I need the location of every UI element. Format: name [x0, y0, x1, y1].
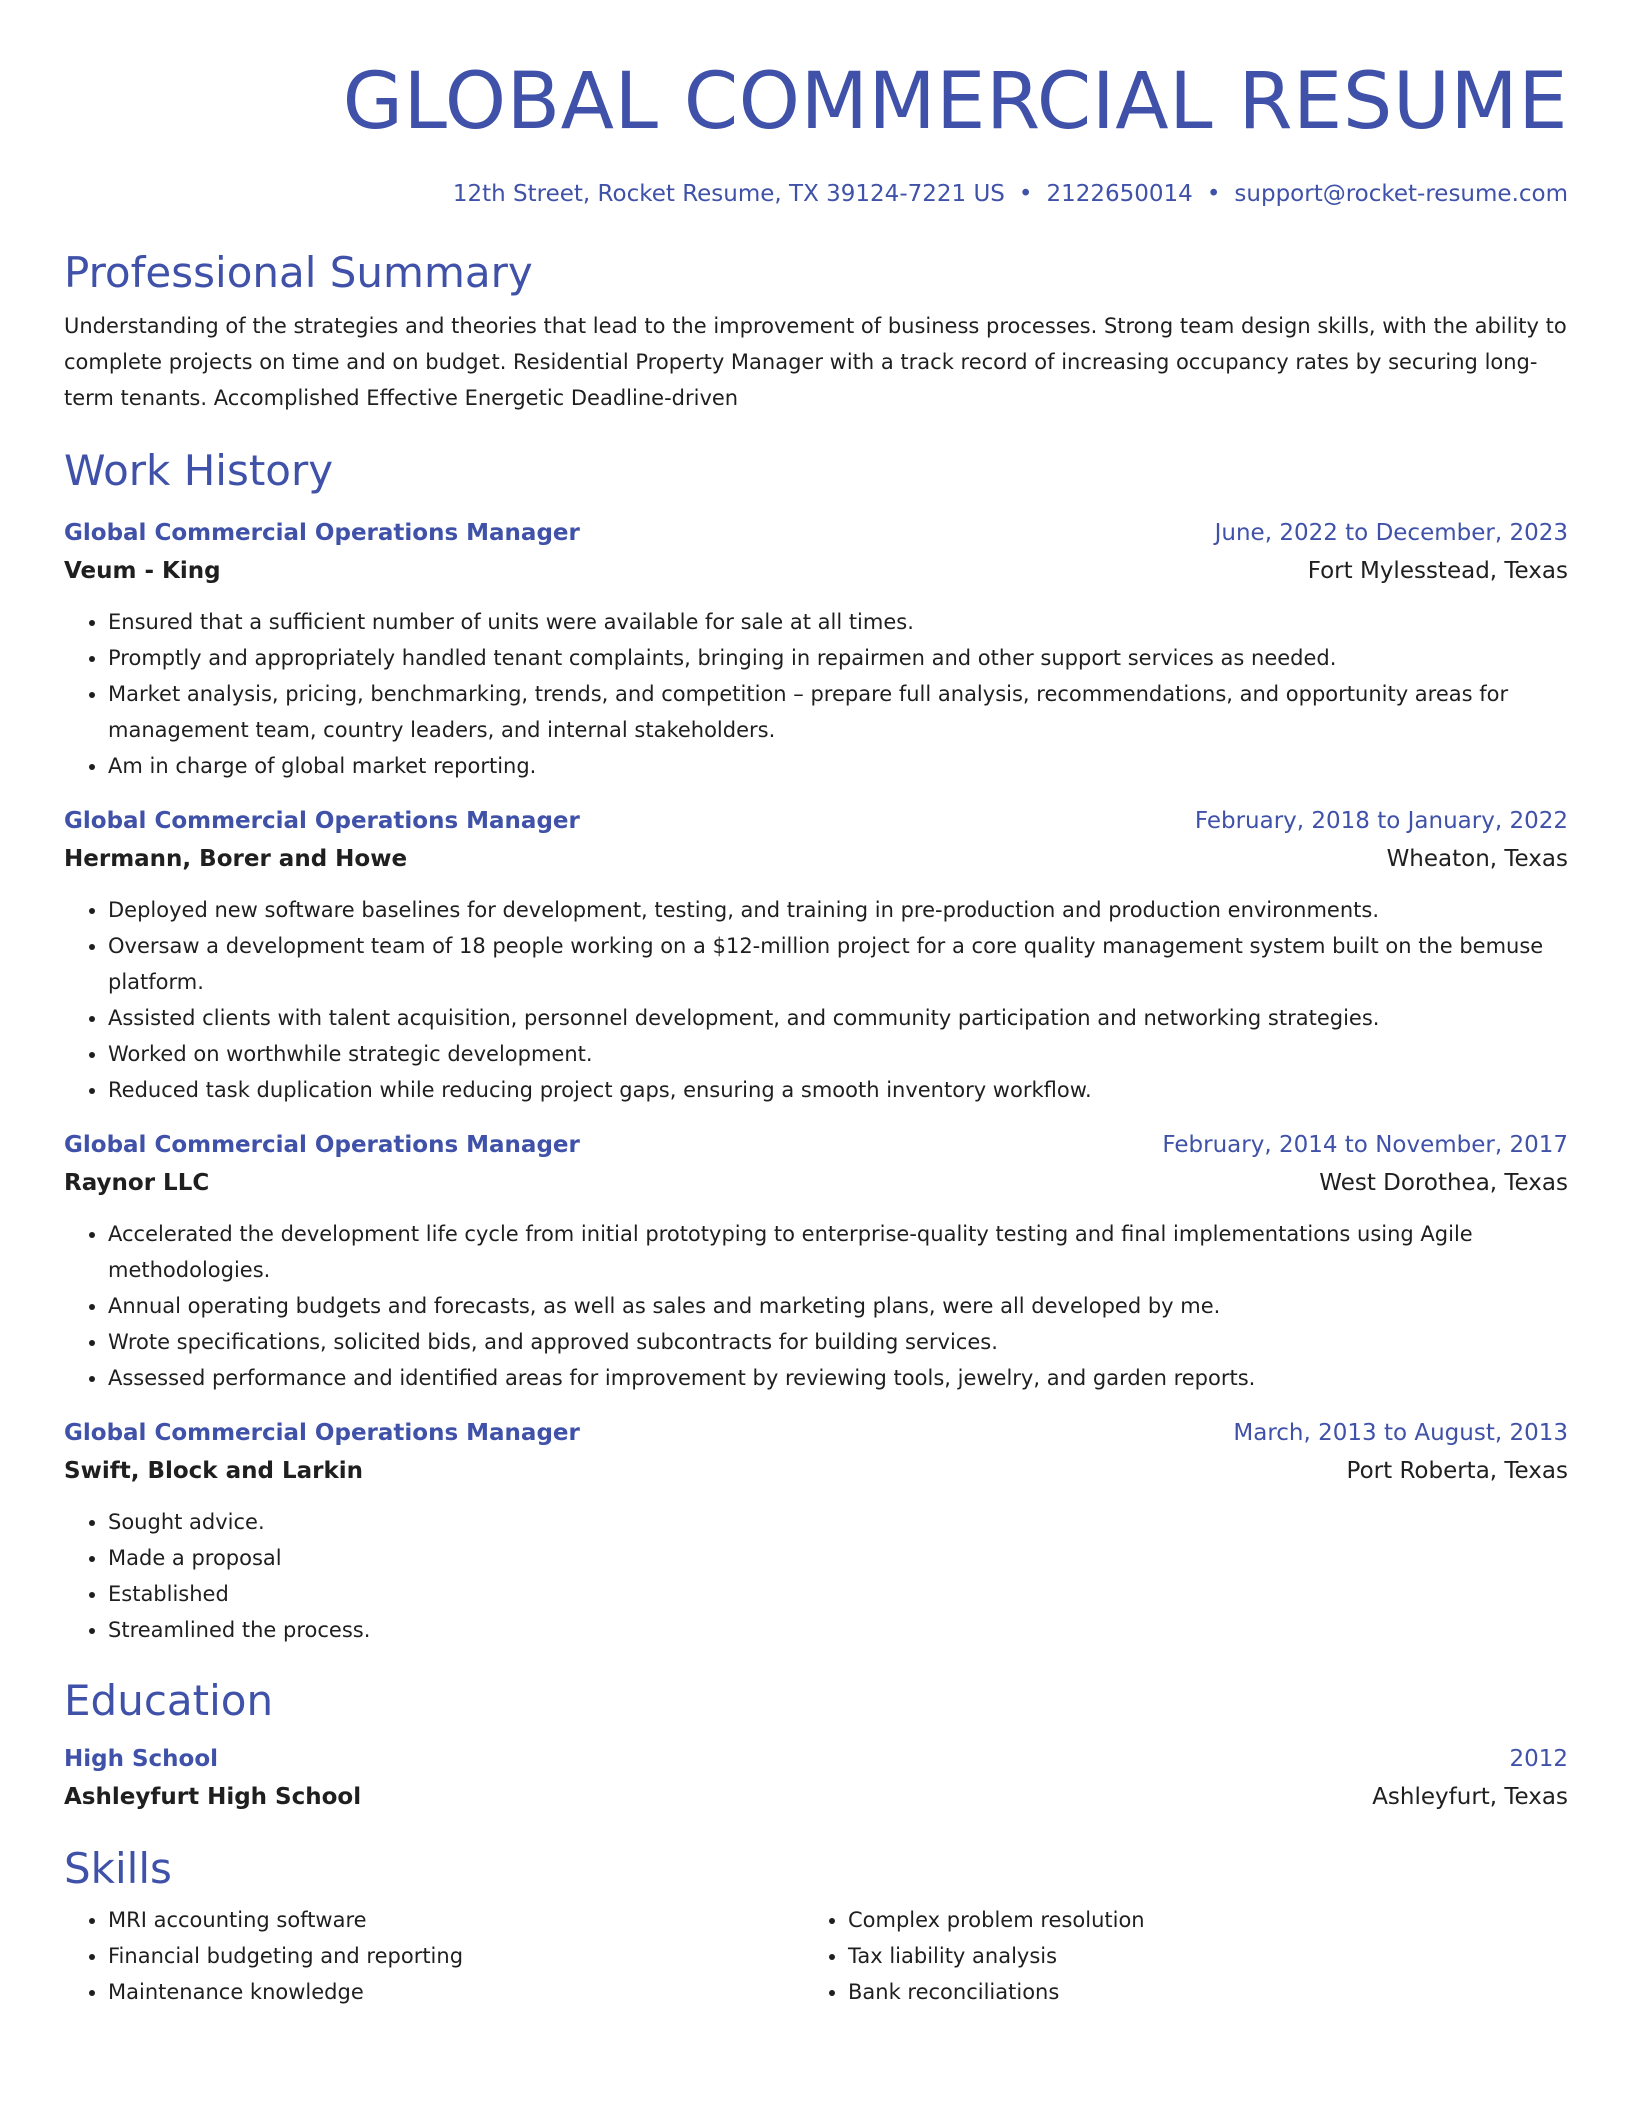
contact-separator: • — [1206, 181, 1221, 207]
job-company: Hermann, Borer and Howe — [64, 846, 408, 872]
skill-item: • MRI accounting software — [108, 1902, 804, 1938]
job-location: Fort Mylesstead, Texas — [1307, 558, 1568, 584]
job-bullet: • Worked on worthwhile strategic development. — [108, 1036, 1568, 1072]
education-year: 2012 — [1509, 1746, 1568, 1772]
job-bullet: • Oversaw a development team of 18 people working on a $12-million project for a core quality management system built on the bemuse platform. — [108, 928, 1568, 1000]
job-company: Raynor LLC — [64, 1170, 210, 1196]
resume-name: GLOBAL COMMERCIAL RESUME — [342, 57, 1568, 147]
job-bullet: • Wrote specifications, solicited bids, and approved subcontracts for building services. — [108, 1324, 1568, 1360]
job-location: Port Roberta, Texas — [1346, 1458, 1568, 1484]
contact-line — [64, 178, 1568, 210]
job-bullet: • Assisted clients with talent acquisition, personnel development, and community participation and networking strategies. — [108, 1000, 1568, 1036]
skill-item: • Financial budgeting and reporting — [108, 1938, 804, 1974]
job-dates: February, 2018 to January, 2022 — [1194, 808, 1568, 834]
contact-email: support@rocket-resume.com — [1234, 181, 1568, 207]
job-bullet: • Assessed performance and identified areas for improvement by reviewing tools, jewelry, and garden reports. — [108, 1360, 1568, 1396]
job-dates: June, 2022 to December, 2023 — [1214, 520, 1568, 546]
job-company: Swift, Block and Larkin — [64, 1458, 364, 1484]
education-degree: High School — [64, 1746, 219, 1772]
job-bullet: • Promptly and appropriately handled tenant complaints, bringing in repairmen and other support services as needed. — [108, 640, 1568, 676]
skills-column-left — [64, 1902, 804, 2010]
job-entry — [64, 1126, 1568, 1396]
job-dates: February, 2014 to November, 2017 — [1162, 1132, 1568, 1158]
job-bullet: • Deployed new software baselines for development, testing, and training in pre-production and production environments. — [108, 892, 1568, 928]
job-bullet: • Market analysis, pricing, benchmarking, trends, and competition – prepare full analysis, recommendations, and opportunity areas for management team, country leaders, and internal stakeholders. — [108, 676, 1568, 748]
job-title: Global Commercial Operations Manager — [64, 1420, 580, 1446]
job-bullet: • Am in charge of global market reporting. — [108, 748, 1568, 784]
job-bullet: • Made a proposal — [108, 1540, 1568, 1576]
job-bullets — [64, 1216, 1568, 1396]
job-bullets — [64, 604, 1568, 784]
education-school: Ashleyfurt High School — [64, 1784, 362, 1810]
contact-separator: • — [1018, 181, 1033, 207]
job-bullets — [64, 1504, 1568, 1648]
skill-item: • Bank reconciliations — [848, 1974, 1544, 2010]
work-history-heading: Work History — [64, 446, 334, 495]
skills-column-right — [804, 1902, 1544, 2010]
skills-list — [64, 1902, 1568, 2010]
job-title: Global Commercial Operations Manager — [64, 1132, 580, 1158]
summary-text: Understanding of the strategies and theories that lead to the improvement of business processes. Strong team design skills, with the ability to complete projects on time and on budget. Residential Property Manager with a track record of increasing occupancy rates by securing long-term tenants. Accomplished Effective Energetic Deadline-driven — [64, 314, 1567, 410]
summary-heading: Professional Summary — [64, 248, 533, 297]
job-bullet: • Sought advice. — [108, 1504, 1568, 1540]
job-bullet: • Reduced task duplication while reducing project gaps, ensuring a smooth inventory workflow. — [108, 1072, 1568, 1108]
job-title: Global Commercial Operations Manager — [64, 520, 580, 546]
job-company: Veum - King — [64, 558, 221, 584]
education-entry — [64, 1740, 1568, 1816]
education-location: Ashleyfurt, Texas — [1372, 1784, 1568, 1810]
job-bullet: • Accelerated the development life cycle from initial prototyping to enterprise-quality testing and final implementations using Agile methodologies. — [108, 1216, 1568, 1288]
job-dates: March, 2013 to August, 2013 — [1233, 1420, 1568, 1446]
job-location: Wheaton, Texas — [1386, 846, 1568, 872]
job-title: Global Commercial Operations Manager — [64, 808, 580, 834]
skill-item: • Maintenance knowledge — [108, 1974, 804, 2010]
job-bullet: • Streamlined the process. — [108, 1612, 1568, 1648]
job-entry — [64, 1414, 1568, 1648]
job-bullet: • Ensured that a sufficient number of units were available for sale at all times. — [108, 604, 1568, 640]
job-bullet: • Established — [108, 1576, 1568, 1612]
contact-phone: 2122650014 — [1046, 181, 1193, 207]
contact-address: 12th Street, Rocket Resume, TX 39124-7221 US — [452, 181, 1005, 207]
job-entry — [64, 514, 1568, 784]
job-bullets — [64, 892, 1568, 1108]
job-bullet: • Annual operating budgets and forecasts, as well as sales and marketing plans, were all developed by me. — [108, 1288, 1568, 1324]
skill-item: • Complex problem resolution — [848, 1902, 1544, 1938]
job-entry — [64, 802, 1568, 1108]
skill-item: • Tax liability analysis — [848, 1938, 1544, 1974]
skills-heading: Skills — [64, 1844, 172, 1893]
job-location: West Dorothea, Texas — [1319, 1170, 1568, 1196]
education-heading: Education — [64, 1676, 274, 1725]
